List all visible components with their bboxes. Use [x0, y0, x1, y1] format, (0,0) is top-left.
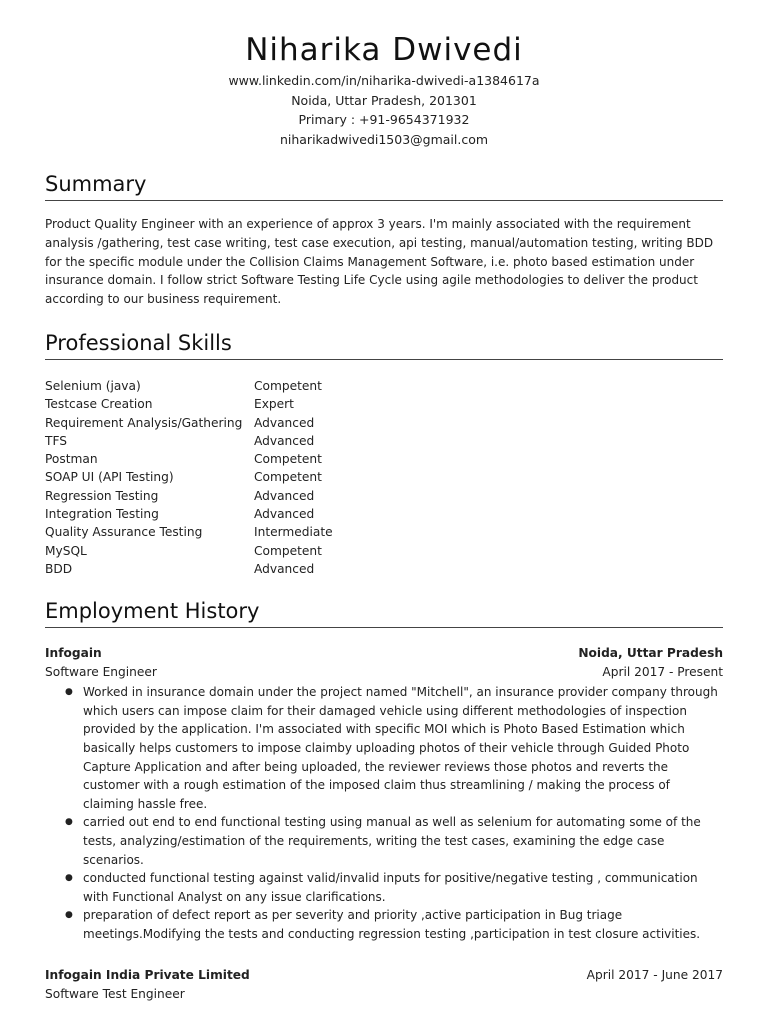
summary-text: Product Quality Engineer with an experience of approx 3 years. I'm mainly associated with the requirement analysis /gathering, test case writing, test case execution, api testing, manual/automation testing, writing BDD for the specific module under the Collision Claims Management Software, i.e. photo based estimation under insurance domain. I follow strict Software Testing Life Cycle using agile methodologies to deliver the product according to our business requirement. [45, 217, 714, 307]
job-entry [45, 966, 723, 1004]
skill-row [45, 395, 723, 413]
skill-level: Competent [254, 378, 322, 393]
duty-item: ● conducted functional testing against valid/invalid inputs for positive/negative testing , communication with Functional Analyst on any issue clarifications. [45, 869, 723, 906]
duty-item: ● preparation of defect report as per severity and priority ,active participation in Bug triage meetings.Modifying the tests and conducting regression testing ,participation in test closure activities. [45, 906, 723, 943]
employment-title: Employment History [45, 598, 723, 628]
skill-name: Postman [45, 452, 98, 467]
email[interactable]: niharikadwivedi1503@gmail.com [279, 131, 489, 147]
job-header [45, 644, 723, 663]
skill-level: Expert [254, 397, 294, 412]
resume-page [45, 0, 723, 1004]
skill-level: Advanced [254, 415, 315, 430]
skill-row [45, 560, 723, 578]
job-entry [45, 644, 723, 943]
skill-row [45, 523, 723, 541]
job-company: Infogain India Private Limited [45, 967, 250, 982]
candidate-name: Niharika Dwivedi [245, 32, 523, 68]
job-role: Software Test Engineer [45, 986, 185, 1001]
skill-name: Quality Assurance Testing [45, 525, 203, 540]
duty-item: ● carried out end to end functional testing using manual as well as selenium for automating some of the tests, analyzing/estimation of the requirements, writing the test cases, examining the edge case scenarios. [45, 813, 723, 869]
skill-level: Advanced [254, 561, 315, 576]
skill-row [45, 468, 723, 486]
skill-level: Advanced [254, 488, 315, 503]
skill-level: Competent [254, 452, 322, 467]
address: Noida, Uttar Pradesh, 201301 [291, 92, 477, 108]
job-location: Noida, Uttar Pradesh [578, 646, 723, 661]
skills-section [45, 330, 723, 578]
skill-level: Intermediate [254, 525, 333, 540]
skill-level: Advanced [254, 433, 315, 448]
skill-name: SOAP UI (API Testing) [45, 470, 174, 485]
skill-name: MySQL [45, 543, 87, 558]
contact-block [45, 71, 723, 149]
skill-name: TFS [45, 433, 67, 448]
job-dates: April 2017 - Present [602, 665, 723, 680]
skill-name: Selenium (java) [45, 378, 141, 393]
job-subheader [45, 985, 723, 1004]
summary-section [45, 171, 723, 309]
skill-row [45, 505, 723, 523]
duty-item: ● Worked in insurance domain under the project named "Mitchell", an insurance provider company through which users can impose claim for their damaged vehicle using different methodologies of inspection provided by the application. I'm associated with specific MOI which is Photo Based Estimation which basically helps customers to impose claimby uploading photos of their vehicle through Guided Photo Capture Application and after being uploaded, the reviewer reviews those photos and reverts the customer with a rough estimation of the imposed claim thus streamlining / making the process of claiming hassle free. [45, 683, 723, 813]
job-subheader [45, 663, 723, 682]
phone: Primary : +91-9654371932 [298, 112, 470, 127]
skills-title: Professional Skills [45, 330, 723, 360]
skill-level: Advanced [254, 507, 315, 522]
skill-row [45, 414, 723, 432]
job-duties [45, 683, 723, 943]
skills-list [45, 377, 723, 578]
summary-title: Summary [45, 171, 723, 201]
skill-level: Competent [254, 543, 322, 558]
skill-row [45, 377, 723, 395]
job-company: Infogain [45, 646, 102, 661]
skill-name: BDD [45, 561, 73, 576]
employment-section [45, 598, 723, 1003]
linkedin-url[interactable]: www.linkedin.com/in/niharika-dwivedi-a1384617a [228, 73, 540, 88]
skill-row [45, 432, 723, 450]
job-dates: April 2017 - June 2017 [586, 967, 723, 982]
skill-name: Requirement Analysis/Gathering [45, 415, 243, 430]
skill-row [45, 450, 723, 468]
job-role: Software Engineer [45, 665, 157, 680]
job-header [45, 966, 723, 985]
skill-name: Regression Testing [45, 488, 159, 503]
skill-row [45, 487, 723, 505]
skill-name: Testcase Creation [45, 397, 153, 412]
skill-row [45, 542, 723, 560]
skill-level: Competent [254, 470, 322, 485]
skill-name: Integration Testing [45, 507, 159, 522]
